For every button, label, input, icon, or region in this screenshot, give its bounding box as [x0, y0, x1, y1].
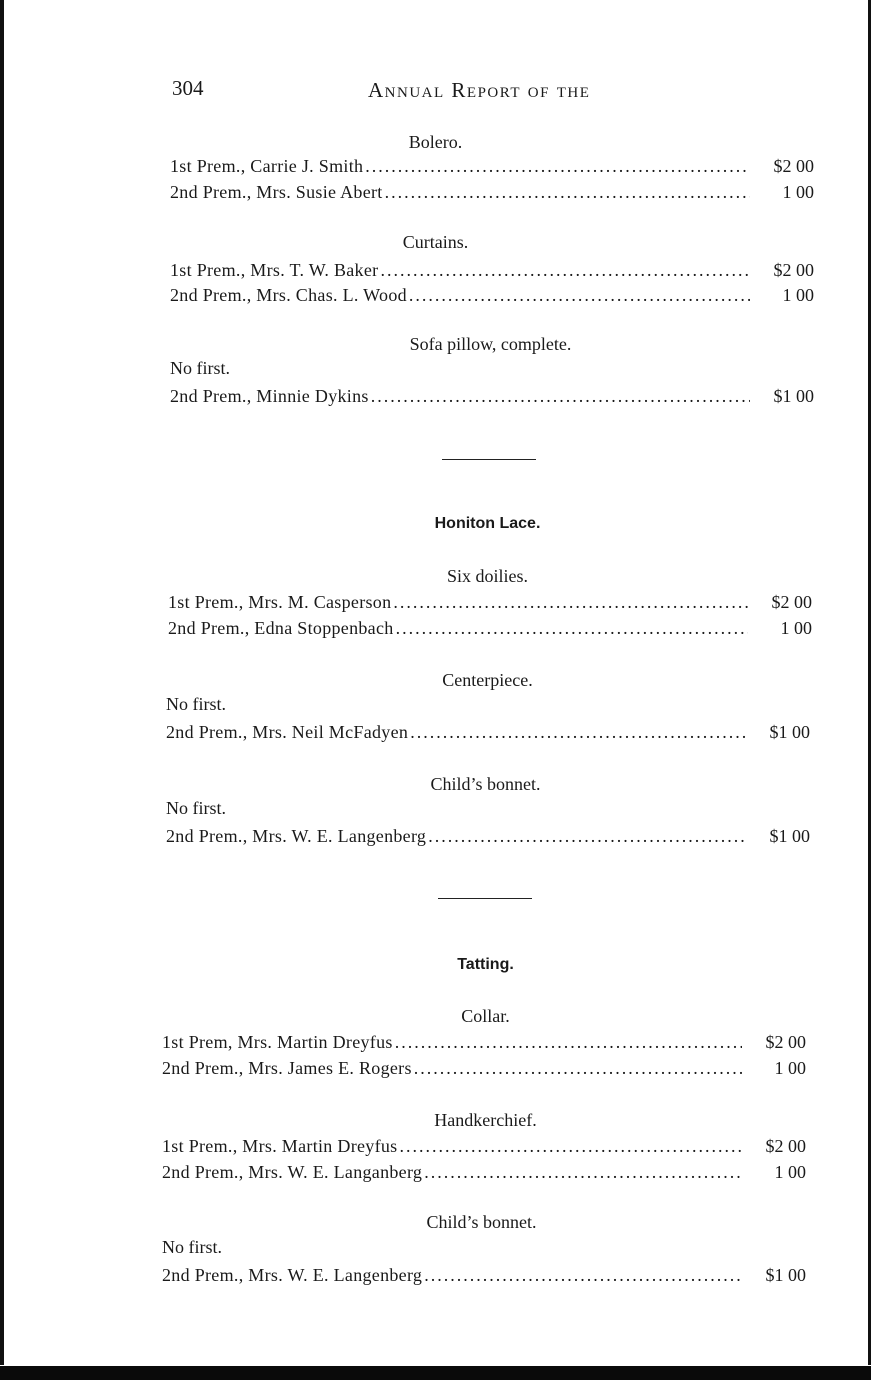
section-divider: [442, 459, 536, 460]
page-edge-left: [0, 0, 4, 1365]
subsection-title-centerpiece: Centerpiece.: [442, 670, 533, 690]
award-amount: 1 00: [782, 182, 814, 202]
leader-dots: [395, 1032, 742, 1053]
leader-dots: [428, 826, 746, 847]
section-title-tatting: Tatting.: [457, 956, 514, 973]
award-label: 2nd Prem., Mrs. Susie Abert: [170, 182, 383, 202]
award-label: 1st Prem., Carrie J. Smith: [170, 156, 364, 176]
award-label: 2nd Prem., Edna Stoppenbach: [168, 618, 394, 638]
leader-dots: [399, 1136, 742, 1157]
award-label: 2nd Prem., Mrs. James E. Rogers: [162, 1058, 412, 1078]
award-label: 1st Prem., Mrs. M. Casperson: [168, 592, 392, 612]
award-row: [170, 182, 814, 206]
leader-dots: [380, 260, 750, 281]
page-header: [0, 76, 871, 106]
section-divider: [438, 898, 532, 899]
leader-dots: [424, 1265, 742, 1286]
leader-dots: [393, 592, 748, 613]
no-first-note: No first.: [166, 694, 226, 714]
award-label: 2nd Prem., Mrs. W. E. Langenberg: [166, 826, 427, 846]
leader-dots: [385, 182, 750, 203]
subsection-title-handkerchief: Handkerchief.: [434, 1110, 537, 1130]
subsection-title-sofa-pillow: Sofa pillow, complete.: [409, 334, 572, 354]
award-row: [162, 1136, 806, 1160]
award-row: [170, 285, 814, 309]
award-row: [162, 1265, 806, 1289]
award-label: 2nd Prem., Mrs. W. E. Langanberg: [162, 1162, 423, 1182]
award-label: 2nd Prem., Minnie Dykins: [170, 386, 369, 406]
leader-dots: [410, 722, 746, 743]
award-amount: $2 00: [765, 1136, 806, 1156]
leader-dots: [424, 1162, 742, 1183]
award-row: [162, 1162, 806, 1186]
award-amount: $2 00: [771, 592, 812, 612]
no-first-note: No first.: [162, 1237, 222, 1257]
subsection-title-childs-bonnet: Child’s bonnet.: [430, 774, 541, 794]
award-amount: $2 00: [765, 1032, 806, 1052]
leader-dots: [365, 156, 750, 177]
award-amount: $1 00: [769, 722, 810, 742]
page-number: 304: [172, 76, 204, 100]
award-label: 2nd Prem., Mrs. Neil McFadyen: [166, 722, 409, 742]
award-label: 1st Prem., Mrs. Martin Dreyfus: [162, 1136, 398, 1156]
award-label: 1st Prem., Mrs. T. W. Baker: [170, 260, 379, 280]
award-row: [166, 722, 810, 746]
award-amount: $2 00: [773, 156, 814, 176]
award-row: [162, 1032, 806, 1056]
leader-dots: [396, 618, 748, 639]
award-row: [168, 592, 812, 616]
award-amount: $1 00: [769, 826, 810, 846]
award-amount: 1 00: [782, 285, 814, 305]
leader-dots: [371, 386, 750, 407]
subsection-title-curtains: Curtains.: [402, 232, 469, 252]
award-amount: $1 00: [773, 386, 814, 406]
running-head: Annual Report of the: [368, 78, 591, 102]
award-row: [170, 386, 814, 410]
subsection-title-six-doilies: Six doilies.: [446, 566, 528, 586]
award-label: 1st Prem, Mrs. Martin Dreyfus: [162, 1032, 393, 1052]
award-amount: 1 00: [774, 1058, 806, 1078]
award-row: [166, 826, 810, 850]
section-title-honiton-lace: Honiton Lace.: [434, 515, 541, 532]
award-amount: 1 00: [780, 618, 812, 638]
award-label: 2nd Prem., Mrs. W. E. Langenberg: [162, 1265, 423, 1285]
subsection-title-bolero: Bolero.: [408, 132, 463, 152]
subsection-title-collar: Collar.: [461, 1006, 510, 1026]
award-row: [168, 618, 812, 642]
leader-dots: [409, 285, 750, 306]
leader-dots: [414, 1058, 742, 1079]
award-amount: 1 00: [774, 1162, 806, 1182]
award-label: 2nd Prem., Mrs. Chas. L. Wood: [170, 285, 407, 305]
award-row: [162, 1058, 806, 1082]
award-row: [170, 260, 814, 284]
page-edge-bottom: [0, 1366, 871, 1380]
award-row: [170, 156, 814, 180]
award-amount: $1 00: [765, 1265, 806, 1285]
award-amount: $2 00: [773, 260, 814, 280]
no-first-note: No first.: [170, 358, 230, 378]
subsection-title-childs-bonnet: Child’s bonnet.: [426, 1212, 537, 1232]
no-first-note: No first.: [166, 798, 226, 818]
